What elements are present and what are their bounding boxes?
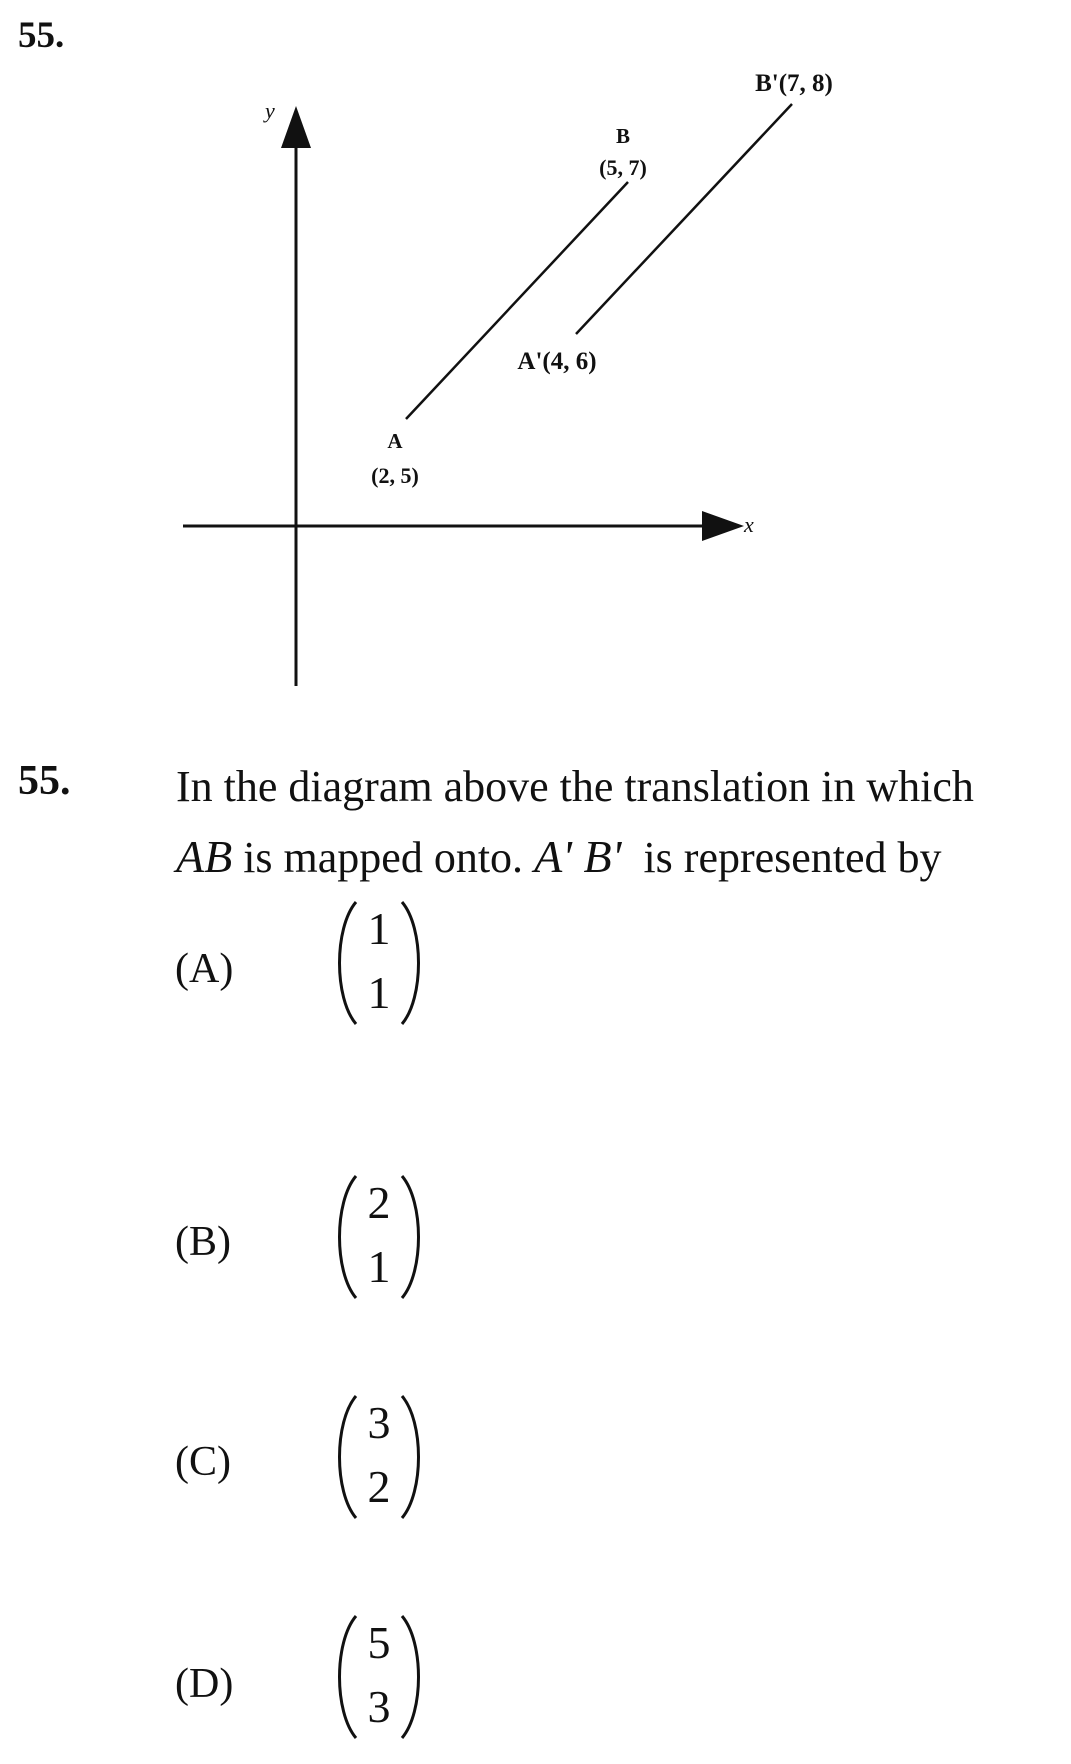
segment-ab-text: AB — [176, 831, 233, 882]
point-b-prime-label: B'(7, 8) — [755, 70, 833, 97]
vector-top-value: 1 — [367, 903, 391, 954]
vector-top-value: 2 — [367, 1177, 391, 1228]
option-a-label: (A) — [175, 946, 234, 992]
question-stem — [176, 752, 1056, 893]
question-line-2 — [176, 822, 1056, 893]
point-a-name: A — [387, 429, 403, 453]
segment-a-prime-b-prime — [576, 104, 792, 334]
question-mid-text: is mapped onto. — [232, 833, 535, 882]
y-axis-label: y — [265, 98, 275, 123]
option-c-vector — [334, 1392, 424, 1522]
point-b-name: B — [615, 124, 631, 148]
x-axis-label: x — [744, 512, 754, 537]
question-line-1: In the diagram above the translation in which — [176, 762, 974, 811]
option-c-label: (C) — [175, 1439, 231, 1485]
vector-bottom-value: 2 — [367, 1461, 391, 1512]
point-a-prime-label: A'(4, 6) — [517, 348, 597, 375]
segment-a-prime-b-prime-text: A' B' — [534, 831, 622, 882]
option-b-vector — [334, 1172, 424, 1302]
point-a-coords: (2, 5) — [371, 463, 419, 488]
vector-top-value: 3 — [367, 1397, 391, 1448]
translation-diagram — [0, 0, 1071, 700]
question-number-top: 55. — [18, 15, 65, 56]
question-end-text: is represented by — [621, 833, 942, 882]
option-d-vector — [334, 1612, 424, 1742]
option-b-label: (B) — [175, 1219, 231, 1265]
segment-ab — [406, 182, 628, 419]
vector-bottom-value: 3 — [367, 1681, 391, 1732]
vector-bottom-value: 1 — [367, 967, 391, 1018]
vector-top-value: 5 — [367, 1617, 391, 1668]
vector-bottom-value: 1 — [367, 1241, 391, 1292]
question-number: 55. — [18, 758, 71, 804]
option-a-vector — [334, 898, 424, 1028]
option-d-label: (D) — [175, 1661, 234, 1707]
point-b-coords: (5, 7) — [599, 155, 647, 180]
